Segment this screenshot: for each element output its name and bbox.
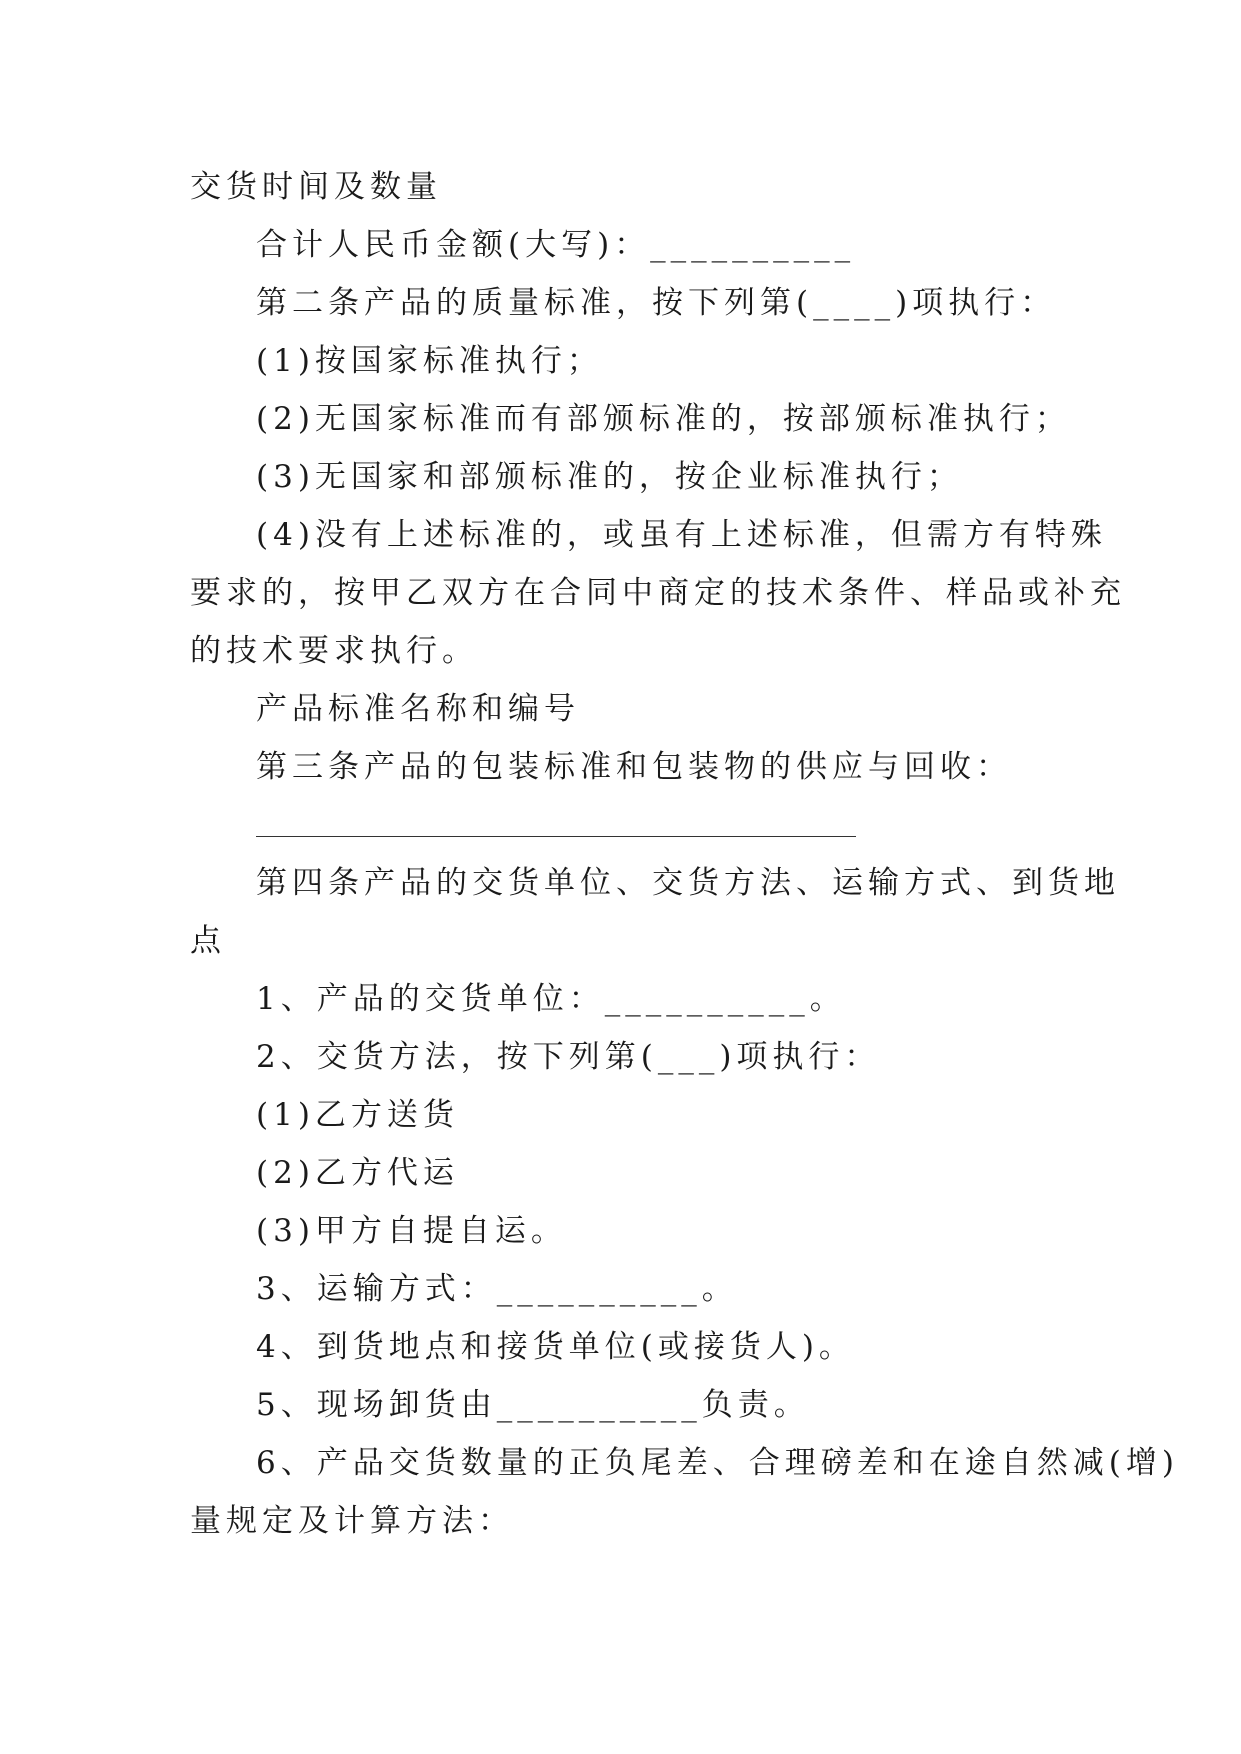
text-line-total-amount: 合计人民币金额(大写)：__________	[256, 227, 856, 263]
text-line-unloading: 5、现场卸货由__________负责。	[256, 1387, 810, 1423]
text-line-transport: 3、运输方式：__________。	[256, 1271, 738, 1307]
text-line-item-2: (2)无国家标准而有部颁标准的，按部颁标准执行；	[256, 401, 1071, 437]
text-line-destination: 4、到货地点和接货单位(或接货人)。	[256, 1329, 855, 1365]
text-line-article-2: 第二条产品的质量标准，按下列第(____)项执行：	[256, 285, 1057, 321]
fill-in-blank-line	[256, 836, 856, 837]
text-line-delivery-time: 交货时间及数量	[190, 169, 442, 205]
text-line-method-1: (1)乙方送货	[256, 1097, 459, 1133]
text-line-delivery-unit: 1、产品的交货单位：__________。	[256, 981, 846, 1017]
text-line-article-4-cont: 点	[190, 923, 226, 959]
text-line-standard-name: 产品标准名称和编号	[256, 691, 580, 727]
text-line-item-3: (3)无国家和部颁标准的，按企业标准执行；	[256, 459, 963, 495]
text-line-tolerance-cont: 量规定及计算方法：	[190, 1503, 514, 1539]
text-line-article-3: 第三条产品的包装标准和包装物的供应与回收：	[256, 749, 1012, 785]
text-line-item-4: (4)没有上述标准的，或虽有上述标准，但需方有特殊	[256, 517, 1107, 553]
text-line-tolerance: 6、产品交货数量的正负尾差、合理磅差和在途自然减(增)	[256, 1445, 1179, 1481]
text-line-method-3: (3)甲方自提自运。	[256, 1213, 567, 1249]
text-line-article-4: 第四条产品的交货单位、交货方法、运输方式、到货地	[256, 865, 1120, 901]
text-line-item-4-cont: 要求的，按甲乙双方在合同中商定的技术条件、样品或补充	[190, 575, 1126, 611]
text-line-item-1: (1)按国家标准执行；	[256, 343, 603, 379]
text-line-item-4-end: 的技术要求执行。	[190, 633, 478, 669]
text-line-method-2: (2)乙方代运	[256, 1155, 459, 1191]
text-line-delivery-method: 2、交货方法，按下列第(___)项执行：	[256, 1039, 881, 1075]
